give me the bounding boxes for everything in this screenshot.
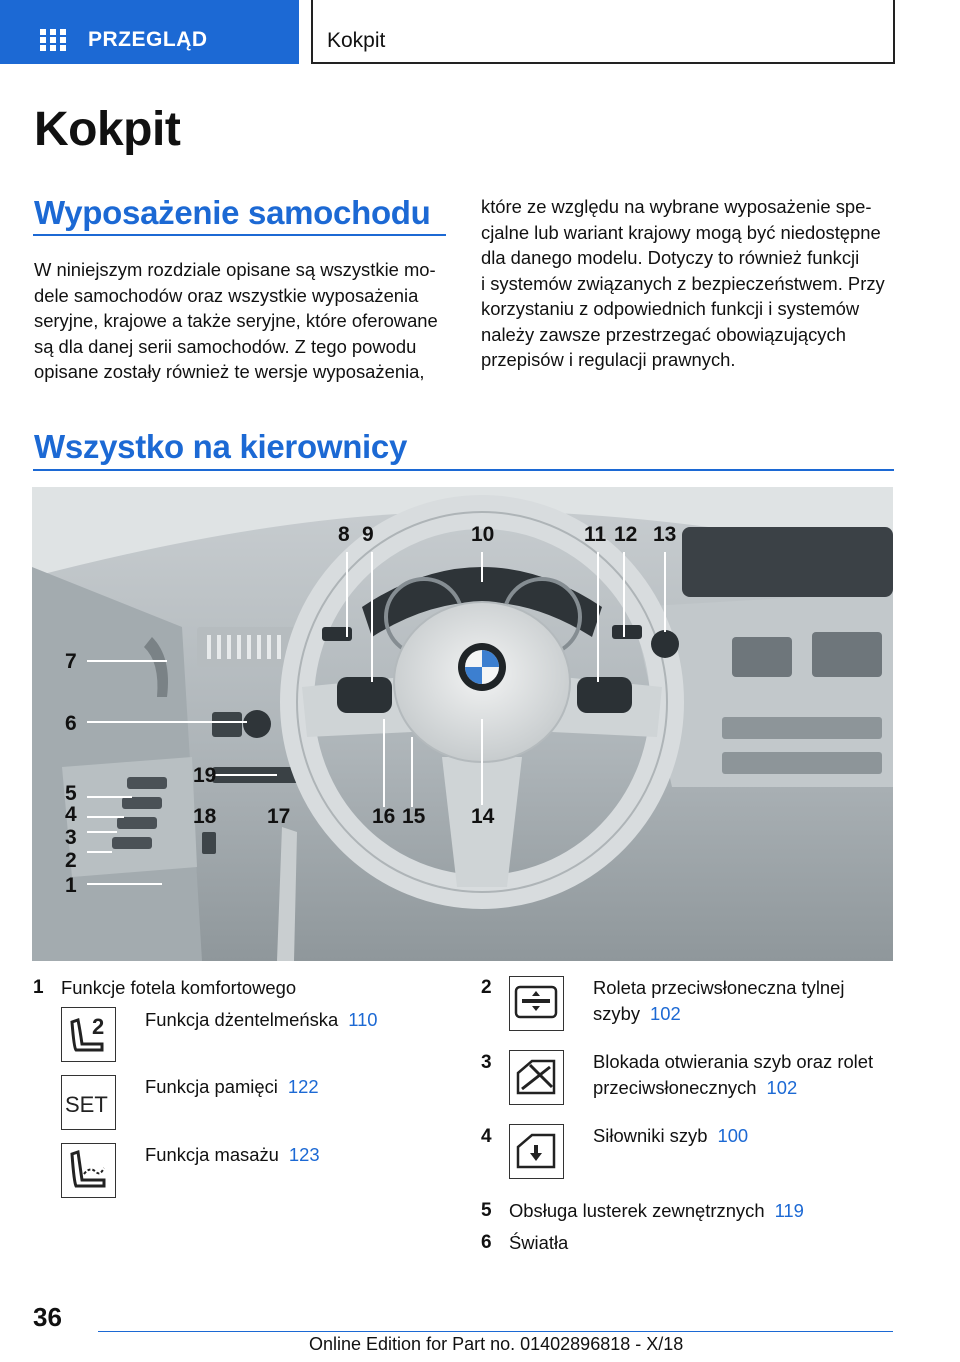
text-line: seryjne, krajowe a także seryjne, które oferowane [34, 310, 438, 331]
section-header-label: Kokpit [327, 29, 386, 52]
page-title: Kokpit [34, 103, 181, 156]
callout-16: 16 [372, 805, 396, 828]
legend-item-6-text: Światła [509, 1232, 569, 1253]
callout-6: 6 [65, 712, 77, 735]
page-link[interactable]: 123 [288, 1144, 320, 1165]
cockpit-photo [32, 487, 893, 961]
power-window-icon [509, 1124, 564, 1179]
page-link[interactable]: 110 [348, 1009, 378, 1030]
steering-heading-rule [33, 469, 894, 471]
cockpit-illustration [32, 487, 893, 961]
legend-item-1-number: 1 [33, 977, 44, 998]
equipment-heading-rule [33, 234, 446, 236]
callout-9: 9 [362, 523, 374, 546]
legend-item-3-text [593, 1049, 873, 1100]
page-link[interactable]: 119 [774, 1200, 804, 1221]
callout-10: 10 [471, 523, 495, 546]
legend-item-4-number: 4 [481, 1126, 492, 1147]
equipment-heading: Wyposażenie samochodu [34, 194, 431, 231]
page-link[interactable]: 122 [287, 1076, 319, 1097]
callout-15: 15 [402, 805, 426, 828]
legend-item-3-line1: Blokada otwierania szyb oraz rolet [593, 1051, 874, 1072]
text-line: które ze względu na wybrane wyposażenie spe‐ [481, 196, 872, 217]
text-line: dele samochodów oraz wszystkie wyposażenia [34, 284, 419, 306]
equipment-text-left [34, 257, 454, 385]
legend-item-1-title: Funkcje fotela komfortowego [61, 977, 297, 998]
legend-item-3-line2: przeciwsłonecznych [593, 1076, 757, 1098]
massage-seat-icon [61, 1143, 116, 1198]
callout-4: 4 [65, 803, 77, 826]
text-line: dla danego modelu. Dotyczy to również funkcji [481, 247, 860, 268]
callout-2: 2 [65, 849, 77, 872]
svg-text:SET: SET [65, 1092, 108, 1117]
legend-item-6-number: 6 [481, 1232, 492, 1253]
text-line: korzystaniu z odpowiednich funkcji i systemów [481, 298, 860, 319]
callout-14: 14 [471, 805, 495, 828]
text-line: należy zawsze przestrzegać obowiązujących [481, 323, 846, 345]
rear-sunblind-icon [509, 976, 564, 1031]
legend-sub-gentleman: Funkcja dżentelmeńska 110 [145, 1009, 378, 1030]
callout-1: 1 [65, 874, 77, 897]
callout-19: 19 [193, 764, 217, 787]
set-button-icon [61, 1075, 116, 1130]
page-link[interactable]: 100 [717, 1125, 749, 1146]
legend-item-4-text [593, 1123, 748, 1149]
text-line: W niniejszym rozdziale opisane są wszystkie mo‐ [34, 259, 436, 280]
window-lock-icon [509, 1050, 564, 1105]
legend-item-2-text [593, 975, 844, 1026]
text-line: przepisów i regulacji prawnych. [481, 349, 736, 370]
overview-tab-label: PRZEGLĄD [88, 28, 208, 51]
callout-8: 8 [338, 523, 350, 546]
legend-item-2-number: 2 [481, 977, 492, 998]
legend-item-5-line1: Obsługa lusterek zewnętrznych [509, 1200, 765, 1221]
footer-edition: Online Edition for Part no. 01402896818 - X/18 [309, 1334, 684, 1354]
overview-tab[interactable] [0, 0, 299, 64]
callout-13: 13 [653, 523, 677, 546]
callout-5: 5 [65, 782, 77, 805]
text-line: są dla danej serii samochodów. Z tego powodu [34, 335, 417, 357]
legend-sub-massage: Funkcja masażu 123 [145, 1144, 320, 1165]
legend-item-5-text [509, 1198, 804, 1224]
page-link[interactable]: 102 [766, 1076, 798, 1098]
callout-18: 18 [193, 805, 217, 828]
steering-heading: Wszystko na kierownicy [34, 428, 408, 465]
grid-menu-icon [40, 29, 66, 51]
text-line: opisane zostały również te wersje wyposażenia, [34, 361, 425, 382]
legend-item-5-number: 5 [481, 1200, 492, 1221]
legend-item-2-line1: Roleta przeciwsłoneczna tylnej [593, 977, 845, 998]
callout-17: 17 [267, 805, 291, 828]
text-line: cjalne lub wariant krajowy mogą być niedostępne [481, 221, 881, 243]
equipment-text-right [481, 194, 901, 373]
legend-item-4-line1: Siłowniki szyb [593, 1125, 708, 1146]
page-number: 36 [33, 1302, 62, 1332]
callout-3: 3 [65, 826, 77, 849]
legend-item-3-number: 3 [481, 1052, 492, 1073]
callout-11: 11 [584, 523, 607, 546]
text-line: i systemów związanych z bezpieczeństwem. Przy [481, 272, 885, 294]
callout-7: 7 [65, 650, 77, 673]
legend-item-2-line2: szyby [593, 1002, 641, 1024]
page-link[interactable]: 102 [650, 1002, 681, 1024]
section-header [311, 0, 895, 64]
seat-memory-2-icon [61, 1007, 116, 1062]
legend-sub-memory: Funkcja pamięci 122 [145, 1076, 319, 1097]
svg-text:2: 2 [92, 1014, 105, 1039]
footer-rule [98, 1331, 893, 1332]
callout-12: 12 [614, 523, 638, 546]
